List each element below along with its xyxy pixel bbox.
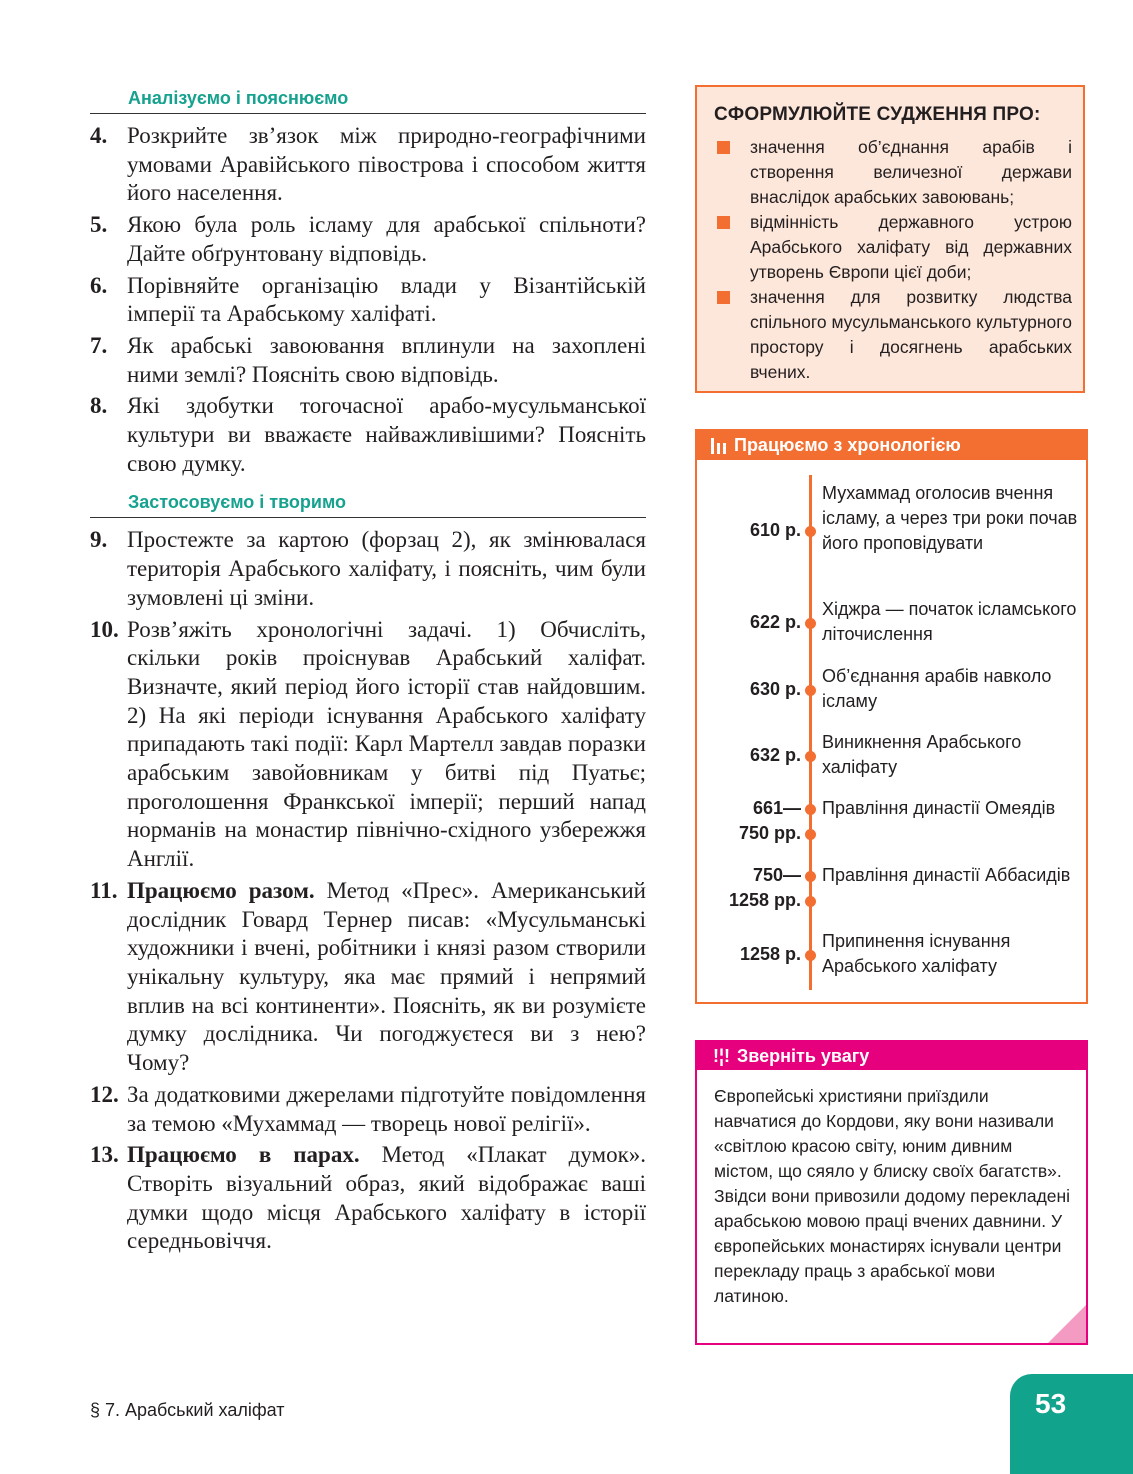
square-bullet-icon (717, 216, 730, 229)
judgments-title: СФОРМУЛЮЙТЕ СУДЖЕННЯ ПРО: (714, 104, 1041, 125)
event-year: 661— (752, 798, 801, 818)
timeline-dot-icon (805, 618, 816, 629)
attention-title: Зверніть увагу (737, 1045, 870, 1066)
question-10 (90, 616, 646, 874)
question-text: Які здобутки тогочасної арабо-мусульманської культури ви вважаєте найважливішими? Поясніть свою думку. (127, 393, 646, 476)
timeline-dot-icon (805, 804, 816, 815)
chronology-header (697, 431, 1086, 460)
chronology-box (695, 429, 1088, 1004)
question-number: 6. (90, 272, 108, 298)
event-description: Хіджра — початок ісламського літочислення (822, 599, 1077, 644)
question-text: За додатковими джерелами підготуйте повідомлення за темою «Мухаммад — творець нової релігії». (127, 1081, 646, 1136)
question-number: 4. (90, 123, 108, 148)
event-year: 750— (752, 865, 801, 885)
question-body: Метод «Плакат думок». Створіть візуальний образ, який відображає ваші думки щодо місця Арабського халіфату в історії середньовіччя. (127, 1142, 646, 1254)
event-description: Мухаммад оголосив вчення ісламу, а через три роки почав його проповідувати (822, 483, 1078, 553)
timeline-dot-icon (805, 829, 816, 840)
event-description: Припинення існування Арабського халіфату (822, 931, 1011, 976)
timeline-dot-icon (805, 950, 816, 961)
event-year-end: 1258 рр. (728, 890, 801, 910)
page-number: 53 (1035, 1388, 1067, 1419)
apply-heading: Застосовуємо і творимо (90, 492, 646, 518)
question-number: 7. (90, 332, 108, 358)
timeline-line (809, 475, 812, 990)
question-text: Якою була роль ісламу для арабської спільноти? Дайте обґрунтовану відповідь. (127, 212, 646, 266)
event-description: Правління династії Аббасидів (822, 865, 1071, 885)
section-footer: § 7. Арабський халіфат (90, 1400, 285, 1420)
list-item (717, 135, 1072, 210)
question-text: Простежте за картою (форзац 2), як змінювалася територія Арабського халіфату, і поясніть, чим були зумовлені ці зміни. (127, 527, 646, 610)
list-item (717, 210, 1072, 285)
question-number: 13. (90, 1142, 119, 1168)
timeline-dot-icon (805, 896, 816, 907)
question-7 (90, 332, 646, 389)
question-text: Розкрийте зв’язок між природно-географічними умовами Аравійського півострова і способом життя його населення. (127, 123, 646, 206)
attention-header (697, 1042, 1086, 1070)
timeline-dot-icon (805, 526, 816, 537)
timeline-bars-icon (711, 438, 726, 454)
event-year: 632 р. (749, 745, 801, 765)
method-label: Працюємо разом. (127, 877, 315, 903)
question-12 (90, 1081, 646, 1138)
timeline-dot-icon (805, 685, 816, 696)
question-number: 12. (90, 1081, 119, 1107)
attention-box (695, 1040, 1088, 1345)
event-description: Об’єднання арабів навколо ісламу (822, 666, 1052, 711)
question-text: Як арабські завоювання вплинули на захоплені ними землі? Поясніть свою відповідь. (127, 332, 646, 387)
exclamation-icon: !¦! (713, 1045, 731, 1066)
judgments-list (717, 135, 1072, 385)
question-number: 8. (90, 393, 108, 419)
question-number: 9. (90, 527, 108, 553)
page-number-tab (1010, 1374, 1133, 1474)
question-11 (90, 877, 646, 1078)
question-number: 5. (90, 212, 108, 238)
questions-column (90, 88, 646, 1256)
event-year: 1258 р. (739, 944, 801, 964)
question-text: Порівняйте організацію влади у Візантійській імперії та Арабському халіфаті. (127, 272, 646, 327)
question-text: Розв’яжіть хронологічні задачі. 1) Обчисліть, скільки років проіснував Арабський халіфат. Визначте, який період його історії став найдовшим. 2) На які періоди існування Арабського халіфату припадають такі події: Карл Мартелл завдав поразки арабським завойовникам у битві під Пуатьє; проголошення Франкської імперії; перший напад норманів на монастир північно-східного узбережжя Англії. (127, 616, 646, 872)
square-bullet-icon (717, 141, 730, 154)
question-number: 10. (90, 616, 119, 642)
timeline-dot-icon (805, 871, 816, 882)
event-year: 610 р. (749, 520, 801, 540)
list-item-text: відмінність державного устрою Арабського халіфату від державних утворень Європи цієї доби; (750, 212, 1072, 282)
list-item (717, 285, 1072, 385)
question-body: Метод «Прес». Американський дослідник Говард Тернер писав: «Мусульманські художники і вчені, робітники і князі разом створили унікальну культуру, яка має прямий і непрямий вплив на всі континенти». Поясніть, як ви розумієте думку дослідника. Чи погоджуєтеся ви з нею? Чому? (127, 877, 646, 1076)
event-year: 630 р. (749, 679, 801, 699)
analyze-heading: Аналізуємо і пояснюємо (90, 88, 646, 114)
question-9 (90, 526, 646, 612)
list-item-text: значення об’єднання арабів і створення величезної держави внаслідок арабських завоювань; (750, 137, 1072, 207)
timeline-dot-icon (805, 751, 816, 762)
list-item-text: значення для розвитку людства спільного мусульманського культурного простору і досягнень арабських вчених. (750, 287, 1072, 382)
chronology-title: Працюємо з хронологією (734, 435, 961, 455)
event-year-end: 750 рр. (738, 823, 801, 843)
question-text (127, 877, 646, 1078)
question-6 (90, 272, 646, 329)
event-description: Правління династії Омеядів (822, 798, 1056, 818)
question-8 (90, 392, 646, 478)
attention-text: Європейські християни приїздили навчатися до Кордови, яку вони називали «світлою красою світу, юним дивним містом, що сяяло у блиску своїх багатств». Звідси вони привозили додому перекладені арабською мовою праці вчених давнини. У європейських монастирях існували центри перекладу праць з арабської мови латиною. (714, 1086, 1071, 1306)
event-year: 622 р. (749, 612, 801, 632)
square-bullet-icon (717, 291, 730, 304)
question-4 (90, 122, 646, 208)
question-5 (90, 211, 646, 268)
question-text (127, 1141, 646, 1256)
question-13 (90, 1141, 646, 1256)
event-description: Виникнення Арабського халіфату (822, 732, 1022, 777)
judgments-box (695, 85, 1085, 393)
method-label: Працюємо в парах. (127, 1142, 360, 1168)
question-number: 11. (90, 877, 118, 903)
corner-fold-icon (1048, 1305, 1086, 1343)
